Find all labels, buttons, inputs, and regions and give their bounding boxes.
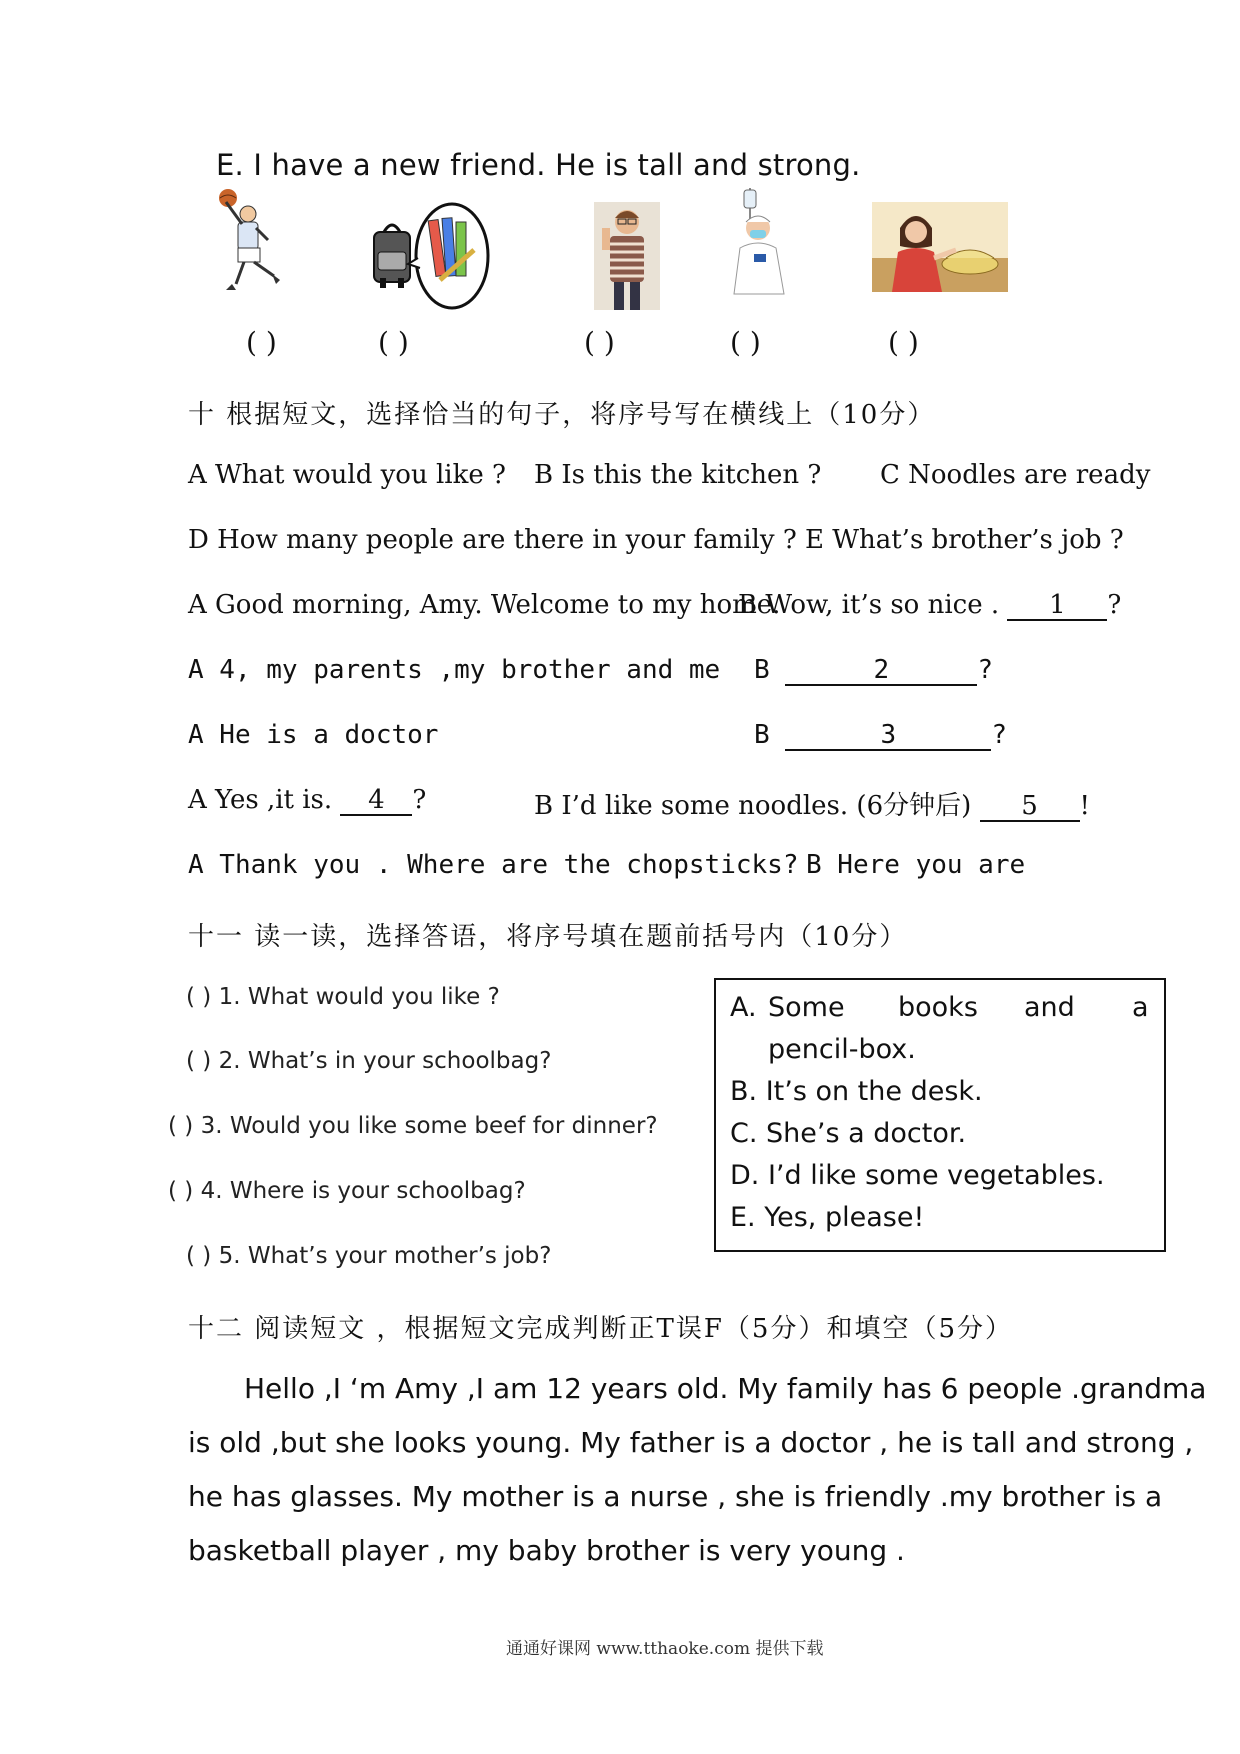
answer-a-word-1: Some [768, 992, 845, 1023]
picture-blank-1[interactable]: ( ) [246, 326, 277, 359]
dialogue-line-1a: A Good morning, Amy. Welcome to my home. [188, 590, 781, 620]
section-11-heading: 十一 读一读，选择答语，将序号填在题前括号内（10分） [188, 922, 908, 952]
answer-options-box [714, 978, 1166, 1252]
top-sentence: E. I have a new friend. He is tall and strong. [216, 148, 861, 182]
question-mark: ? [977, 655, 993, 685]
answer-b: B. It’s on the desk. [730, 1076, 983, 1107]
option-c: C Noodles are ready [880, 460, 1151, 490]
blank-3[interactable]: 3 [785, 722, 991, 751]
dialogue-line-4b [534, 785, 1090, 822]
passage-line-3: he has glasses. My mother is a nurse , she is friendly .my brother is a [188, 1480, 1163, 1513]
options-line-2: D How many people are there in your family ? E What’s brother’s job ? [188, 525, 1124, 555]
dialogue-line-2a: A 4, my parents ,my brother and me [188, 655, 721, 685]
dialogue-line-4a [188, 785, 426, 816]
passage-line-4: basketball player , my baby brother is very young . [188, 1534, 905, 1567]
schoolbag-books-icon [370, 200, 492, 312]
footer-source: 通通好课网 www.tthaoke.com 提供下载 [506, 1639, 824, 1659]
dialogue-line-1b [738, 590, 1121, 621]
dialogue-line-3b [754, 720, 1007, 751]
answer-a-word-2: books [898, 992, 978, 1023]
answer-a-continued: pencil-box. [768, 1034, 916, 1065]
option-a: A What would you like ? [188, 460, 506, 490]
speaker-b: B [754, 655, 770, 685]
answer-c: C. She’s a doctor. [730, 1118, 967, 1149]
nurse-icon [714, 184, 794, 296]
blank-2[interactable]: 2 [785, 657, 977, 686]
question-2[interactable]: ( ) 2. What’s in your schoolbag? [186, 1048, 552, 1074]
section-12-heading: 十二 阅读短文 ，根据短文完成判断正T误F（5分）和填空（5分） [188, 1314, 1013, 1344]
picture-blank-4[interactable]: ( ) [730, 326, 761, 359]
question-5[interactable]: ( ) 5. What’s your mother’s job? [186, 1243, 552, 1269]
answer-a-word-4: a [1132, 992, 1149, 1023]
dialogue-line-5b: B Here you are [806, 850, 1026, 880]
picture-blank-5[interactable]: ( ) [888, 326, 919, 359]
dialogue-line-4a-text: A Yes ,it is. [188, 785, 333, 815]
basketball-player-icon [206, 184, 296, 294]
dialogue-line-1b-text: B Wow, it’s so nice . [738, 590, 1000, 620]
speaker-b: B [754, 720, 770, 750]
dialogue-line-4b-text: B I’d like some noodles. (6分钟后) [534, 791, 972, 821]
boy-glasses-icon [594, 202, 660, 310]
question-3[interactable]: ( ) 3. Would you like some beef for dinner? [168, 1113, 658, 1139]
blank-1[interactable]: 1 [1007, 592, 1107, 621]
girl-cooking-icon [872, 202, 1008, 292]
option-b: B Is this the kitchen ? [534, 460, 822, 490]
blank-5[interactable]: 5 [980, 793, 1080, 822]
section-10-heading: 十 根据短文，选择恰当的句子，将序号写在横线上（10分） [188, 400, 936, 430]
question-4[interactable]: ( ) 4. Where is your schoolbag? [168, 1178, 526, 1204]
dialogue-line-5a: A Thank you . Where are the chopsticks? [188, 850, 799, 880]
answer-d: D. I’d like some vegetables. [730, 1160, 1105, 1191]
question-mark: ? [991, 720, 1007, 750]
passage-line-1: Hello ,I ‘m Amy ,I am 12 years old. My family has 6 people .grandma [244, 1372, 1207, 1405]
dialogue-line-3a: A He is a doctor [188, 720, 439, 750]
answer-a-word-3: and [1024, 992, 1075, 1023]
passage-line-2: is old ,but she looks young. My father is a doctor , he is tall and strong , [188, 1426, 1194, 1459]
picture-blank-3[interactable]: ( ) [584, 326, 615, 359]
dialogue-line-2b [754, 655, 993, 686]
question-mark: ? [412, 785, 427, 815]
question-1[interactable]: ( ) 1. What would you like ? [186, 984, 500, 1010]
answer-a-label: A. [730, 992, 757, 1023]
picture-blank-2[interactable]: ( ) [378, 326, 409, 359]
question-mark: ? [1107, 590, 1122, 620]
answer-e: E. Yes, please! [730, 1202, 925, 1233]
blank-4[interactable]: 4 [340, 787, 412, 816]
exclamation-mark: ! [1079, 791, 1090, 821]
